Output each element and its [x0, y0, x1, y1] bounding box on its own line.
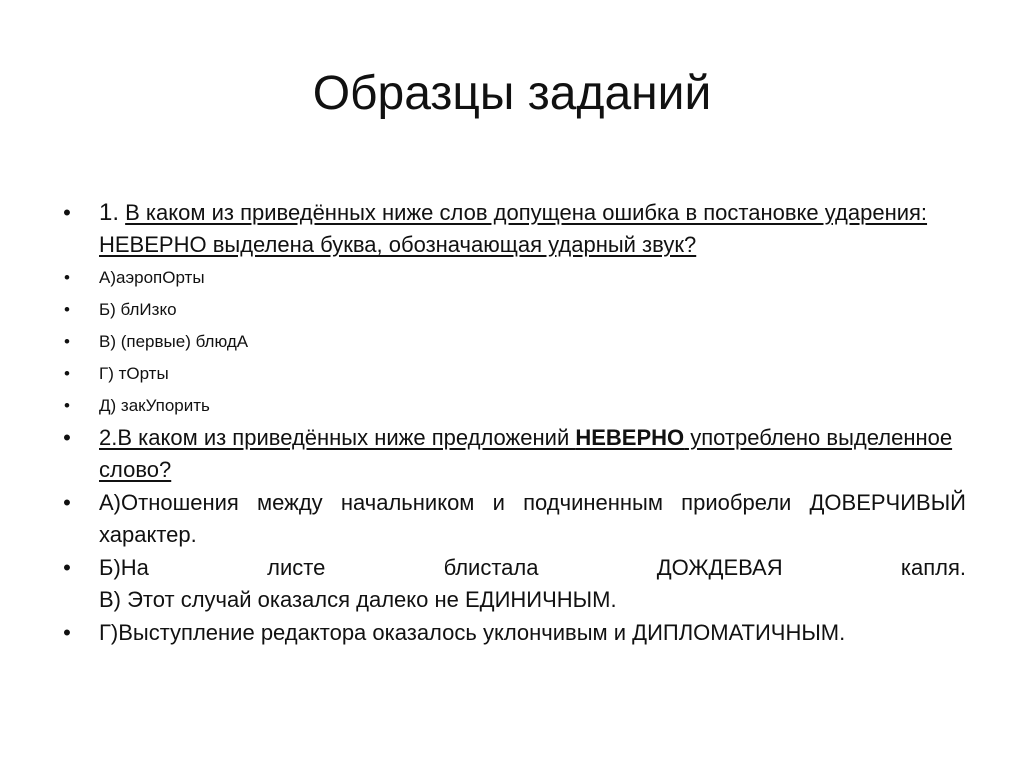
option-text: Г)Выступление редактора оказалось уклончивым и ДИПЛОМАТИЧНЫМ. [99, 620, 846, 645]
task2-question-item [60, 422, 966, 486]
option-text-line2: В) Этот случай оказался далеко не ЕДИНИЧНЫМ. [99, 587, 617, 612]
task1-option-a [60, 262, 966, 294]
task2-question-suffix: употреблено выделенное слово? [99, 425, 953, 482]
bullet-icon: • [63, 200, 71, 225]
bullet-icon: • [63, 425, 71, 450]
task2-question-prefix: 2.В каком из приведённых ниже предложений [99, 425, 576, 450]
option-text: В) (первые) блюдА [99, 332, 249, 351]
task1-option-g [60, 358, 966, 390]
option-text: Б) блИзко [99, 300, 177, 319]
task1-option-b [60, 294, 966, 326]
option-text-line1: Б)На листе блистала ДОЖДЕВАЯ капля. [99, 555, 966, 580]
task1-question-item [60, 197, 966, 261]
bullet-icon: • [63, 620, 71, 645]
bullet-icon: • [64, 364, 70, 383]
task2-question [99, 425, 952, 482]
bullet-icon: • [64, 396, 70, 415]
task2-question-bold: НЕВЕРНО [575, 425, 685, 450]
bullet-icon: • [63, 555, 71, 580]
bullet-icon: • [64, 300, 70, 319]
option-text: А)аэропОрты [99, 268, 205, 287]
task1-option-v [60, 326, 966, 358]
bullet-icon: • [64, 332, 70, 351]
slide-content [60, 197, 966, 650]
slide-title: Образцы заданий [312, 67, 712, 120]
option-text: А)Отношения между начальником и подчиненным приобрели ДОВЕРЧИВЫЙ характер. [99, 490, 966, 547]
option-text: Г) тОрты [99, 364, 169, 383]
bullet-icon: • [63, 490, 71, 515]
task1-option-d [60, 390, 966, 422]
task2-option-a [60, 487, 966, 551]
bullet-icon: • [64, 268, 70, 287]
task2-option-b [60, 552, 966, 616]
task1-question: В каком из приведённых ниже слов допущена ошибка в постановке ударения: НЕВЕРНО выделена буква, обозначающая ударный звук? [99, 200, 928, 257]
task1-number: 1. [99, 199, 120, 226]
task2-option-g [60, 617, 966, 649]
option-text: Д) закУпорить [99, 396, 210, 415]
